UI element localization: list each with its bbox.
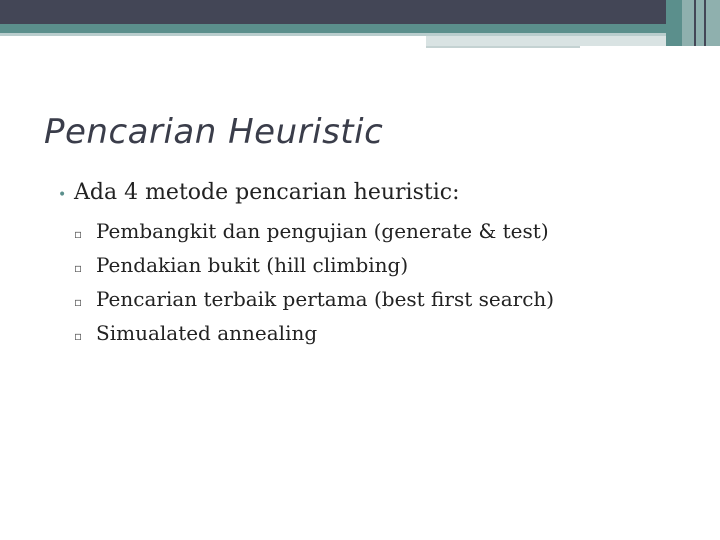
header-accent-bar bbox=[426, 36, 666, 46]
sub-bullet bbox=[74, 216, 698, 250]
sub-bullet-text: Pembangkit dan pengujian (generate & test) bbox=[96, 219, 549, 243]
header-band-teal bbox=[0, 24, 720, 33]
header-accent-line bbox=[426, 46, 580, 48]
square-bullet-icon: ▫ bbox=[74, 227, 83, 241]
sub-bullet bbox=[74, 284, 698, 318]
sub-bullet-text: Simualated annealing bbox=[96, 321, 318, 345]
header-right-block bbox=[666, 0, 682, 46]
header-vertical-stripe bbox=[694, 0, 696, 46]
sub-bullet-text: Pendakian bukit (hill climbing) bbox=[96, 253, 409, 277]
sub-bullet bbox=[74, 318, 698, 352]
square-bullet-icon: ▫ bbox=[74, 261, 83, 275]
header-vertical-stripe bbox=[704, 0, 706, 46]
slide-title: Pencarian Heuristic bbox=[44, 112, 384, 152]
square-bullet-icon: ▫ bbox=[74, 295, 83, 309]
sub-bullet-text: Pencarian terbaik pertama (best first search) bbox=[96, 287, 555, 311]
header-right-block-light bbox=[682, 0, 720, 46]
header-band-dark bbox=[0, 0, 720, 24]
square-bullet-icon: ▫ bbox=[74, 329, 83, 343]
main-bullet-text: Ada 4 metode pencarian heuristic: bbox=[74, 180, 460, 205]
sub-bullet-list bbox=[58, 216, 698, 352]
slide-content bbox=[58, 176, 698, 352]
sub-bullet bbox=[74, 250, 698, 284]
bullet-marker-icon: • bbox=[58, 187, 67, 203]
main-bullet bbox=[58, 176, 698, 212]
